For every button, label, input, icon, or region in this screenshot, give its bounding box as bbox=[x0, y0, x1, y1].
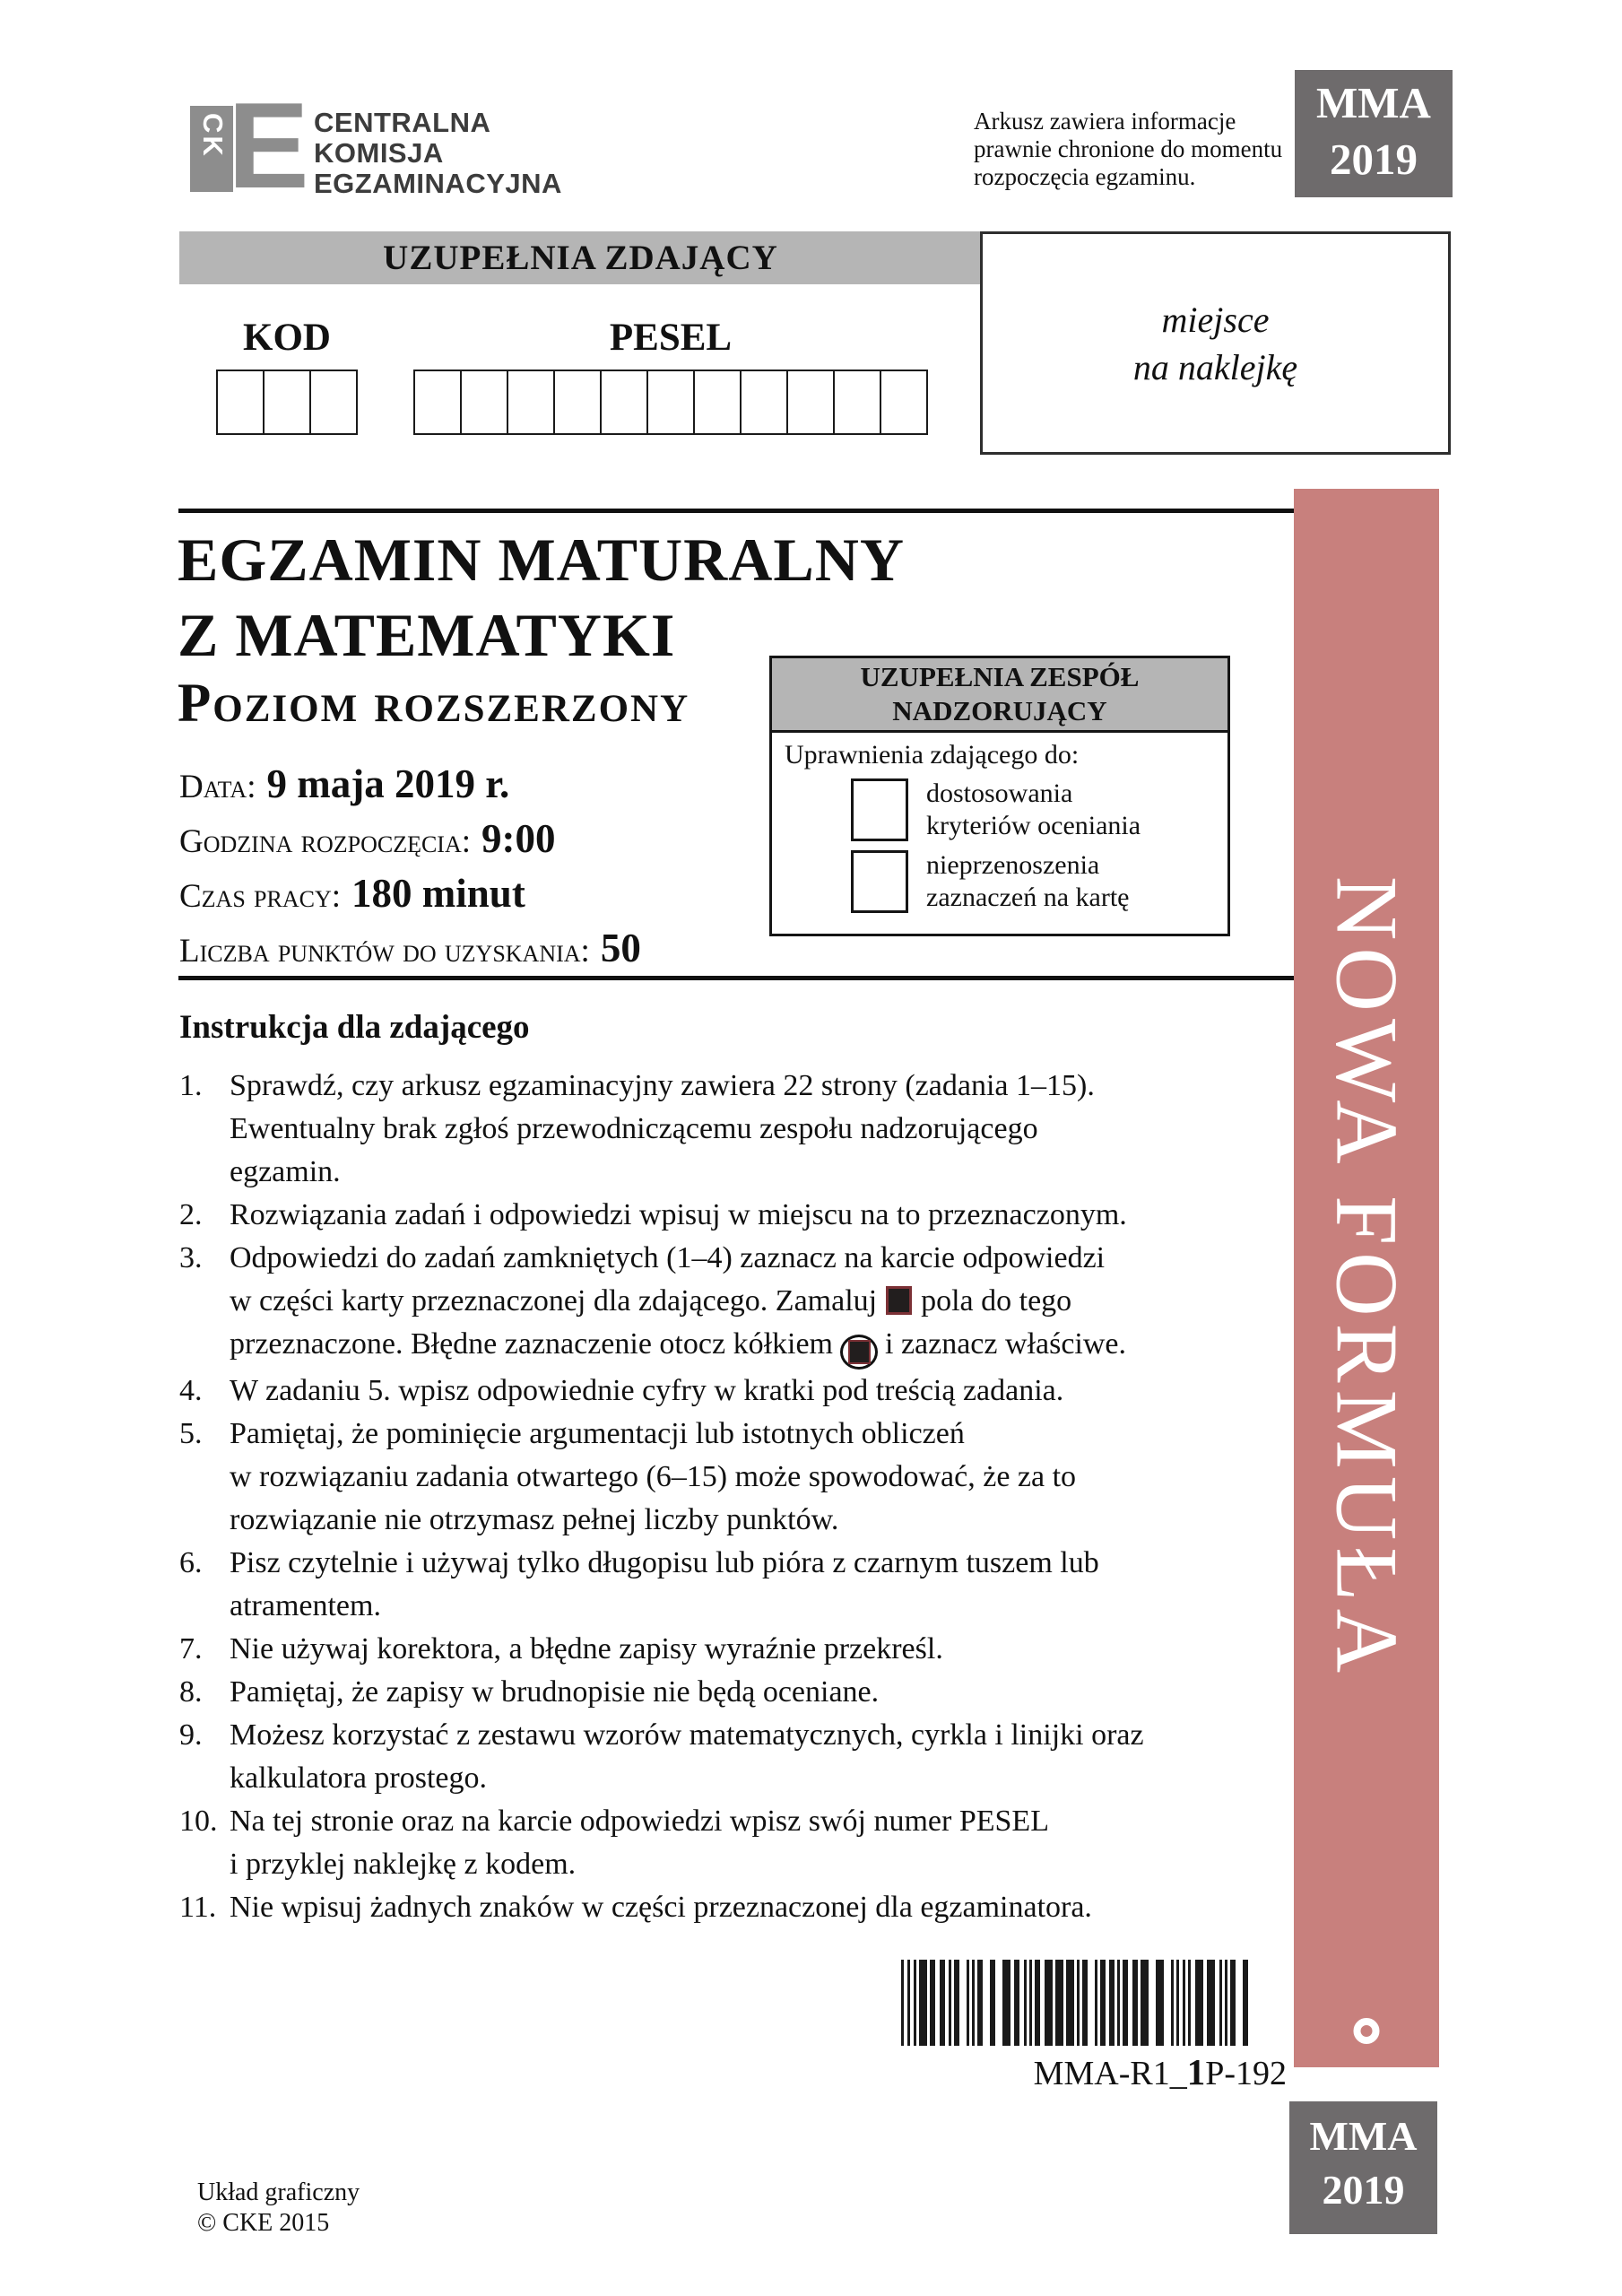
barcode-caption-suffix: P-192 bbox=[1205, 2055, 1287, 2092]
instruction-item-4 bbox=[179, 1370, 1302, 1413]
duration-label: Czas pracy: bbox=[179, 878, 342, 915]
start-time-label: Godzina rozpoczęcia: bbox=[179, 823, 472, 860]
exam-code-box-top bbox=[1295, 70, 1453, 197]
instruction-number: 1. bbox=[179, 1069, 203, 1102]
instruction-number: 11. bbox=[179, 1891, 217, 1924]
instruction-text: W zadaniu 5. wpisz odpowiednie cyfry w kratki pod treścią zadania. bbox=[230, 1374, 1064, 1407]
logo-org-line: CENTRALNA bbox=[314, 107, 491, 138]
exam-code-box-bottom bbox=[1289, 2101, 1437, 2234]
instruction-item-8 bbox=[179, 1671, 1302, 1714]
instruction-item-3 bbox=[179, 1237, 1302, 1370]
option-label-line: nieprzenoszenia bbox=[926, 850, 1100, 880]
kod-cells bbox=[216, 370, 358, 435]
instruction-text: Pamiętaj, że zapisy w brudnopisie nie będą oceniane. bbox=[230, 1675, 880, 1709]
sticker-placeholder-box bbox=[980, 231, 1451, 455]
nowa-formula-sidebar bbox=[1294, 489, 1439, 2067]
layout-credit-line: © CKE 2015 bbox=[197, 2209, 330, 2237]
instruction-text: Możesz korzystać z zestawu wzorów matematycznych, cyrkla i linijki oraz kalkulatora prostego. bbox=[230, 1718, 1144, 1795]
exam-code-line: MMA bbox=[1309, 2113, 1418, 2159]
instruction-item-2 bbox=[179, 1194, 1302, 1237]
exam-title bbox=[178, 522, 905, 673]
pesel-cell-2[interactable] bbox=[462, 370, 508, 435]
instructions-section bbox=[179, 1008, 1302, 1929]
kod-cell-2[interactable] bbox=[265, 370, 311, 435]
no-transfer-label bbox=[926, 849, 1129, 914]
instruction-number: 3. bbox=[179, 1241, 203, 1274]
pesel-cell-7[interactable] bbox=[695, 370, 742, 435]
supervisor-box bbox=[769, 656, 1230, 936]
option-label-line: kryteriów oceniania bbox=[926, 811, 1141, 840]
sticker-text-line: na naklejkę bbox=[1132, 346, 1298, 387]
kod-cell-1[interactable] bbox=[216, 370, 265, 435]
supervisor-option-row bbox=[851, 778, 1227, 842]
legal-notice-line: rozpoczęcia egzaminu. bbox=[974, 163, 1196, 190]
pesel-cell-8[interactable] bbox=[742, 370, 788, 435]
supervisor-header-line: NADZORUJĄCY bbox=[892, 695, 1107, 726]
instructions-heading: Instrukcja dla zdającego bbox=[179, 1009, 530, 1046]
exam-title-line1: EGZAMIN MATURALNY bbox=[178, 526, 905, 594]
instruction-item-5 bbox=[179, 1413, 1302, 1542]
pesel-cells bbox=[413, 370, 928, 435]
exam-date-value: 9 maja 2019 r. bbox=[266, 761, 510, 806]
exam-code-line: 2019 bbox=[1322, 2167, 1405, 2213]
legal-notice-line: Arkusz zawiera informacje bbox=[974, 108, 1236, 135]
ring-icon bbox=[1354, 2018, 1380, 2044]
barcode-caption bbox=[901, 2050, 1287, 2093]
instruction-text: Nie wpisuj żadnych znaków w części przeznaczonej dla egzaminatora. bbox=[230, 1891, 1092, 1924]
instruction-number: 4. bbox=[179, 1374, 203, 1407]
instruction-number: 9. bbox=[179, 1718, 203, 1752]
instruction-text: Pamiętaj, że pominięcie argumentacji lub istotnych obliczeń w rozwiązaniu zadania otwartego (6–15) może spowodować, że za to rozwiązanie nie otrzymasz pełnej liczby punktów. bbox=[230, 1417, 1077, 1536]
pesel-cell-10[interactable] bbox=[835, 370, 881, 435]
candidate-section-header: UZUPEŁNIA ZDAJĄCY bbox=[179, 231, 982, 284]
instruction-number: 7. bbox=[179, 1632, 203, 1665]
logo-e-glyph: E bbox=[228, 77, 309, 213]
start-time-row bbox=[179, 815, 641, 862]
divider-top bbox=[178, 509, 1296, 513]
layout-credit bbox=[197, 2178, 360, 2239]
exam-date-label: Data: bbox=[179, 769, 256, 805]
legal-notice bbox=[974, 108, 1282, 191]
instruction-item-11 bbox=[179, 1886, 1302, 1929]
instruction-item-7 bbox=[179, 1628, 1302, 1671]
instruction-text: Na tej stronie oraz na karcie odpowiedzi wpisz swój numer PESEL i przyklej naklejkę z kodem. bbox=[230, 1805, 1049, 1881]
barcode-caption-bold: 1 bbox=[1186, 2051, 1206, 2092]
instruction-text: Nie używaj korektora, a błędne zapisy wyraźnie przekreśl. bbox=[230, 1632, 943, 1665]
option-label-line: zaznaczeń na kartę bbox=[926, 883, 1130, 912]
supervisor-box-body bbox=[772, 733, 1227, 914]
instruction-number: 6. bbox=[179, 1546, 203, 1579]
supervisor-box-header bbox=[772, 658, 1227, 733]
adaptation-checkbox[interactable] bbox=[851, 778, 908, 841]
max-points-label: Liczba punktów do uzyskania: bbox=[179, 933, 590, 970]
supervisor-intro: Uprawnienia zdającego do: bbox=[785, 740, 1080, 770]
exam-code-line: 2019 bbox=[1330, 135, 1418, 184]
exam-level: Poziom rozszerzony bbox=[178, 674, 690, 734]
exam-info bbox=[179, 761, 641, 979]
filled-square-icon bbox=[886, 1286, 912, 1315]
instruction-item-1 bbox=[179, 1065, 1302, 1194]
sticker-text-line: miejsce bbox=[1161, 299, 1270, 340]
nowa-formula-label: NOWA FORMUŁA bbox=[1317, 875, 1416, 1681]
pesel-cell-4[interactable] bbox=[555, 370, 602, 435]
cke-logo bbox=[190, 77, 562, 213]
pesel-cell-5[interactable] bbox=[602, 370, 648, 435]
layout-credit-line: Układ graficzny bbox=[197, 2179, 360, 2206]
kod-label: KOD bbox=[243, 317, 331, 359]
exam-title-line2: Z MATEMATYKI bbox=[178, 601, 676, 669]
logo-org-line: KOMISJA bbox=[314, 137, 444, 169]
start-time-value: 9:00 bbox=[481, 816, 556, 861]
supervisor-option-row bbox=[851, 849, 1227, 914]
exam-date-row bbox=[179, 761, 641, 807]
duration-row bbox=[179, 870, 641, 917]
instruction-item-6 bbox=[179, 1542, 1302, 1628]
barcode bbox=[901, 1960, 1255, 2046]
max-points-row bbox=[179, 925, 641, 971]
instruction-text: Odpowiedzi do zadań zamkniętych (1–4) zaznacz na karcie odpowiedzi w części karty przeznaczonej dla zdającego. Zamaluj pola do tego przeznaczone. Błędne zaznaczenie otocz kółkiem i zaznacz właściwe. bbox=[230, 1237, 1126, 1370]
instruction-text: Pisz czytelnie i używaj tylko długopisu lub pióra z czarnym tuszem lub atramentem. bbox=[230, 1546, 1099, 1622]
kod-cell-3[interactable] bbox=[311, 370, 358, 435]
pesel-cell-1[interactable] bbox=[413, 370, 462, 435]
logo-ck-monogram: CK bbox=[197, 113, 229, 159]
option-label-line: dostosowania bbox=[926, 778, 1073, 808]
logo-org-line: EGZAMINACYJNA bbox=[314, 168, 562, 199]
supervisor-header-line: UZUPEŁNIA ZESPÓŁ bbox=[860, 661, 1140, 692]
barcode-caption-prefix: MMA-R1_ bbox=[1033, 2055, 1187, 2092]
no-transfer-checkbox[interactable] bbox=[851, 850, 908, 913]
instruction-item-9 bbox=[179, 1714, 1302, 1800]
pesel-cell-9[interactable] bbox=[788, 370, 835, 435]
exam-code-line: MMA bbox=[1316, 78, 1431, 127]
instruction-number: 8. bbox=[179, 1675, 203, 1709]
instruction-text: Sprawdź, czy arkusz egzaminacyjny zawiera 22 strony (zadania 1–15). Ewentualny brak zgłoś przewodniczącemu zespołu nadzorującego egzamin. bbox=[230, 1069, 1095, 1188]
pesel-cell-6[interactable] bbox=[648, 370, 695, 435]
instruction-text: Rozwiązania zadań i odpowiedzi wpisuj w miejscu na to przeznaczonym. bbox=[230, 1198, 1127, 1231]
circled-square-icon bbox=[840, 1335, 878, 1370]
logo-org-name bbox=[314, 104, 562, 199]
instructions-list bbox=[179, 1065, 1302, 1929]
instruction-item-10 bbox=[179, 1800, 1302, 1886]
cke-logo-icon bbox=[190, 77, 309, 213]
pesel-cell-11[interactable] bbox=[881, 370, 928, 435]
pesel-cell-3[interactable] bbox=[508, 370, 555, 435]
pesel-label: PESEL bbox=[609, 317, 733, 359]
legal-notice-line: prawnie chronione do momentu bbox=[974, 135, 1283, 162]
instruction-number: 5. bbox=[179, 1417, 203, 1450]
max-points-value: 50 bbox=[600, 926, 641, 970]
adaptation-label bbox=[926, 778, 1141, 842]
instruction-number: 2. bbox=[179, 1198, 203, 1231]
instruction-number: 10. bbox=[179, 1805, 218, 1838]
duration-value: 180 minut bbox=[351, 871, 525, 916]
